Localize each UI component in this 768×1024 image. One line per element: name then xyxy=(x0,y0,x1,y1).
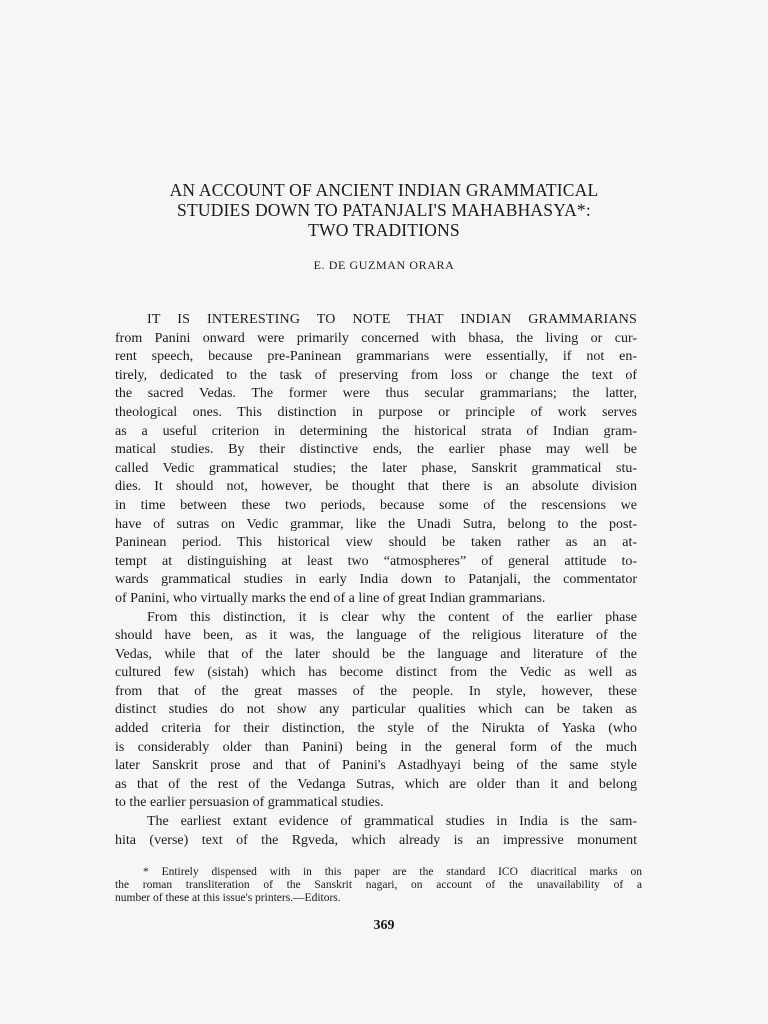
footnote-line: number of these at this issue's printers.—Editors. xyxy=(115,891,341,904)
text-line: of Panini, who virtually marks the end of a line of great Indian grammarians. xyxy=(115,590,546,606)
paragraph-1 xyxy=(115,311,637,609)
text-line: matical studies. By their distinctive ends, the earlier phase may well be xyxy=(115,442,637,458)
text-line: Vedas, while that of the later should be the language and literature of the xyxy=(115,646,637,662)
text-line: added criteria for their distinction, the style of the Nirukta of Yaska (who xyxy=(115,721,637,737)
text-line: in time between these two periods, because some of the rescensions we xyxy=(115,497,637,513)
text-line: should have been, as it was, the language of the religious literature of the xyxy=(115,628,637,644)
footnote-line: * Entirely dispensed with in this paper are the standard ICO diacritical marks on xyxy=(143,866,642,878)
title-line-2: STUDIES DOWN TO PATANJALI'S MAHABHASYA*: xyxy=(177,200,591,220)
text-line: called Vedic grammatical studies; the later phase, Sanskrit grammatical stu- xyxy=(115,460,637,476)
text-line: from Panini onward were primarily concerned with bhasa, the living or cur- xyxy=(115,330,637,346)
text-line: dies. It should not, however, be thought that there is an absolute division xyxy=(115,479,637,495)
text-line: Paninean period. This historical view should be taken rather as an at- xyxy=(115,535,637,551)
author-byline: E. DE GUZMAN ORARA xyxy=(313,258,455,272)
text-line: IT IS INTERESTING TO NOTE THAT INDIAN GRAMMARIANS xyxy=(147,312,637,327)
text-line: hita (verse) text of the Rgveda, which already is an impressive monument xyxy=(115,832,637,848)
text-line: as a useful criterion in determining the historical strata of Indian gram- xyxy=(115,423,637,439)
text-line: wards grammatical studies in early India down to Patanjali, the commentator xyxy=(115,572,637,588)
paragraph-2 xyxy=(115,609,637,814)
text-line: tirely, dedicated to the task of preserving from loss or change the text of xyxy=(115,367,637,383)
text-line: is considerably older than Panini) being in the general form of the much xyxy=(115,739,637,755)
text-line: theological ones. This distinction in purpose or principle of work serves xyxy=(115,404,637,420)
text-line: cultured few (sistah) which has become distinct from the Vedic as well as xyxy=(115,665,637,681)
page-number: 369 xyxy=(373,918,395,933)
text-line: have of sutras on Vedic grammar, like the Unadi Sutra, belong to the post- xyxy=(115,516,637,532)
text-line: from that of the great masses of the people. In style, however, these xyxy=(115,683,637,699)
title-line-1: AN ACCOUNT OF ANCIENT INDIAN GRAMMATICAL xyxy=(169,180,599,200)
text-line: later Sanskrit prose and that of Panini's Astadhyayi being of the same style xyxy=(115,758,637,774)
text-line: the sacred Vedas. The former were thus secular grammarians; the latter, xyxy=(115,386,637,402)
text-line: From this distinction, it is clear why the content of the earlier phase xyxy=(147,609,637,625)
title-line-3: TWO TRADITIONS xyxy=(308,220,460,240)
text-line: rent speech, because pre-Paninean grammarians were essentially, if not en- xyxy=(115,349,637,365)
paragraph-3 xyxy=(115,813,637,850)
text-line: The earliest extant evidence of grammatical studies in India is the sam- xyxy=(147,814,637,830)
footnote xyxy=(115,866,642,904)
text-line: tempt at distinguishing at least two “atmospheres” of general attitude to- xyxy=(115,553,637,569)
text-line: to the earlier persuasion of grammatical studies. xyxy=(115,795,384,811)
article-title xyxy=(0,180,768,240)
text-line: distinct studies do not show any particular qualities which can be taken as xyxy=(115,702,637,718)
footnote-line: the roman transliteration of the Sanskrit nagari, on account of the unavailability of a xyxy=(115,878,642,891)
text-line: as that of the rest of the Vedanga Sutras, which are older than it and belong xyxy=(115,776,637,792)
article-body xyxy=(115,311,637,850)
